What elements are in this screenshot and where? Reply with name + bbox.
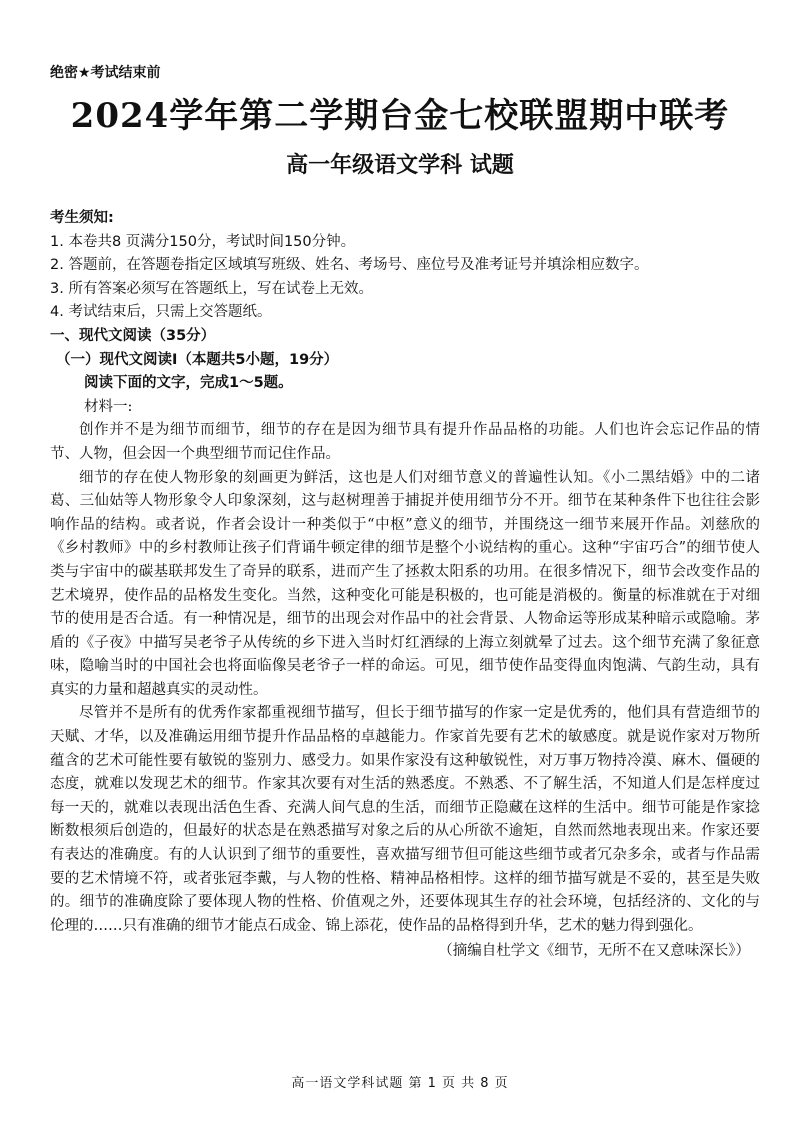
confidential-mark: 绝密★考试结束前: [50, 65, 161, 81]
notice-title: 考生须知:: [50, 210, 114, 226]
paragraph: 创作并不是为细节而细节，细节的存在是因为细节具有提升作品品格的功能。人们也许会忘记作品的情节、人物，但会因一个典型细节而记住作品。: [50, 422, 760, 462]
exam-title: 2024学年第二学期台金七校联盟期中联考: [70, 96, 730, 136]
paragraph: 细节的存在使人物形象的刻画更为鲜活，这也是人们对细节意义的普遍性认知。《小二黑结婚》中的二诸葛、三仙姑等人物形象令人印象深刻，这与赵树理善于捕捉并使用细节分不开。细节在某种条件下也往往会影响作品的结构。或者说，作者会设计一种类似于“中枢”意义的细节，并围绕这一细节来展开作品。刘慈欣的《乡村教师》中的乡村教师让孩子们背诵牛顿定律的细节是整个小说结构的重心。这种“宇宙巧合”的细节使人类与宇宙中的碳基联邦发生了奇异的联系，进而产生了拯救太阳系的功用。在很多情况下，细节会改变作品的艺术境界，使作品的品格发生变化。当然，这种变化可能是积极的，也可能是消极的。衡量的标准就在于对细节的使用是否合适。有一种情况是，细节的出现会对作品中的社会背景、人物命运等形成某种暗示或隐喻。茅盾的《子夜》中描写吴老爷子从传统的乡下进入当时灯红酒绿的上海立刻就晕了过去。这个细节充满了象征意味，隐喻当时的中国社会也将面临像吴老爷子一样的命运。可见，细节使作品变得血肉饱满、气韵生动，具有真实的力量和超越真实的灵动性。: [50, 469, 760, 698]
exam-subtitle: 高一年级语文学科 试题: [286, 152, 514, 178]
section-heading: 一、现代文阅读（35分）: [50, 327, 216, 344]
sub-heading: （一）现代文阅读Ⅰ（本题共5小题，19分）: [56, 351, 339, 368]
reading-instruction: 阅读下面的文字，完成1～5题。: [84, 375, 293, 392]
source-citation: （摘编自杜学文《细节，无所不在又意味深长》）: [438, 943, 750, 960]
page-footer: 高一语文学科试题 第 1 页 共 8 页: [291, 1076, 509, 1091]
material-label: 材料一:: [84, 398, 133, 415]
paragraph: 尽管并不是所有的优秀作家都重视细节描写，但长于细节描写的作家一定是优秀的，他们具有营造细节的天赋、才华，以及准确运用细节提升作品品格的卓越能力。作家首先要有艺术的敏感度。就是说作家对万物所蕴含的艺术可能性要有敏锐的鉴别力、感受力。如果作家没有这种敏锐性，对万事万物持冷漠、麻木、僵硬的态度，就难以发现艺术的细节。作家其次要有对生活的熟悉度。不熟悉、不了解生活，不知道人们是怎样度过每一天的，就难以表现出活色生香、充满人间气息的生活，而细节正隐藏在这样的生活中。细节可能是作家捻断数根须后创造的，但最好的状态是在熟悉描写对象之后的从心所欲不逾矩，自然而然地表现出来。作家还要有表达的准确度。有的人认识到了细节的重要性，喜欢描写细节但可能这些细节或者冗杂多余，或者与作品需要的艺术情境不符，或者张冠李戴，与人物的性格、精神品格相悖。这样的细节描写就是不妥的，甚至是失败的。细节的准确度除了要体现人物的性格、价值观之外，还要体现其生存的社会环境，包括经济的、文化的与伦理的……只有准确的细节才能点石成金、锦上添花，使作品的品格得到升华，艺术的魅力得到强化。: [50, 705, 760, 934]
notice-item: 4. 考试结束后，只需上交答题纸。: [50, 304, 272, 321]
notice-item: 2. 答题前，在答题卷指定区域填写班级、姓名、考场号、座位号及准考证号并填涂相应数字。: [50, 257, 649, 274]
notice-item: 1. 本卷共8 页满分150分，考试时间150分钟。: [50, 233, 356, 250]
notice-item: 3. 所有答案必须写在答题纸上，写在试卷上无效。: [50, 280, 373, 297]
exam-body: [50, 207, 760, 964]
